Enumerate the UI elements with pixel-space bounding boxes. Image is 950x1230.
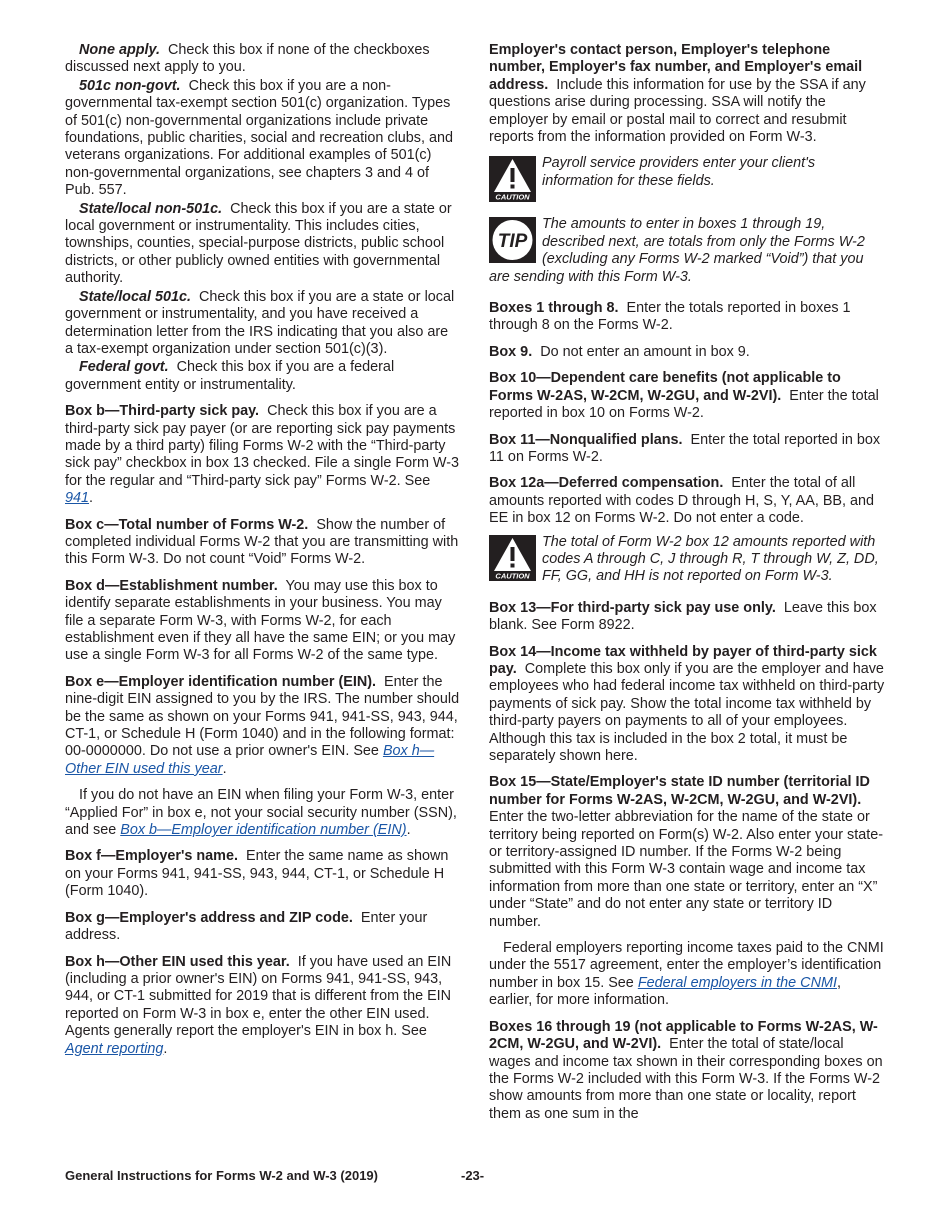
boxes-16-19-text: Enter the total of state/local wages and income tax shown in their corresponding boxes on the Forms W-2 included with this Form W-3. If the Forms W-2 show amounts from more than one state or locality, report them as one sum in the (489, 1036, 883, 1122)
501c-non-govt-heading: 501c non-govt. (79, 77, 181, 94)
box-10-heading: Box 10—Dependent care benefits (not applicable to Forms W-2AS, W-2CM, W-2GU, and W-2VI). (489, 370, 841, 404)
box-c-heading: Box c—Total number of Forms W-2. (65, 516, 309, 533)
state-local-501c-heading: State/local 501c. (79, 288, 191, 305)
paragraph-box-h: Box h—Other EIN used this year. If you have used an EIN (including a prior owner's EIN) on Forms 941, 941-SS, 943, 944, or CT-1 submitted for 2019 that is different from the EIN reported on Form W-3 in box e, enter the other EIN used. Agents generally report the employer's EIN in box h. See Agent reporting. (65, 953, 452, 1057)
link-box-b-ein[interactable]: Box b—Employer identification number (EIN) (120, 822, 407, 839)
box-b-text: Check this box if you are a third-party sick pay payer (or are reporting sick pay payments made by a third party) filing Forms W-2 with the “Third-party sick pay” checkbox in box 13 checked. File a single Form W-3 for the regular and “Third-party sick pay” Forms W-2. See (65, 403, 460, 489)
link-federal-employers-cnmi[interactable]: Federal employers in the CNMI (637, 974, 837, 991)
box-15-text: Enter the two-letter abbreviation for the name of the state or territory being reported on Form(s) W-2. Also enter your state- or territory-assigned ID number. If the Forms W-2 being submitted with this Form W-3 contain wage and income tax information from more than one state or territory, enter an “X” under “State” and do not enter any state or territory ID number. (489, 809, 884, 930)
paragraph-box-b: Box b—Third-party sick pay. Check this box if you are a third-party sick pay payer (or are reporting sick pay payments made by a third party) filing Forms W-2 with the “Third-party sick pay” checkbox in box 13 checked. File a single Form W-3 for the regular and “Third-party sick pay” Forms W-2. See 941. (65, 403, 460, 507)
box-h-heading: Box h—Other EIN used this year. (65, 953, 290, 970)
box-e-text: Enter the nine-digit EIN assigned to you by the IRS. The number should be the same as shown on your Forms 941, 941-SS, 943, 944, CT-1, or Schedule H (Form 1040) and in the following format: 00-0000000. Do not use a prior owner's EIN. See (65, 673, 460, 760)
box-g-heading: Box g—Employer's address and ZIP code. (65, 909, 353, 926)
paragraph-box-10 (489, 370, 885, 422)
paragraph-box-e-no-ein: If you do not have an EIN when filing your Form W-3, enter “Applied For” in box e, not your social security number (SSN), and see Box b—Employer identification number (EIN). (65, 787, 457, 839)
box-15-cnmi-tail: , earlier, for more information. (489, 974, 841, 1009)
box-15-cnmi-text: Federal employers reporting income taxes paid to the CNMI under the 5517 agreement, enter the employer’s identification number in box 15. See (489, 940, 884, 991)
link-941[interactable]: 941 (65, 490, 90, 507)
boxes-1-8-heading: Boxes 1 through 8. (489, 300, 619, 317)
caution-note-payroll (489, 155, 885, 202)
box-14-text: Complete this box only if you are the employer and have employees who had federal income tax withheld on third-party payments of sick pay. Show the total income tax withheld by third-party payers on payments to all of your employees. Although this tax is included in the box 2 total, it must be separately shown here. (489, 660, 885, 764)
federal-govt-heading: Federal govt. (79, 359, 169, 376)
none-apply-heading: None apply. (79, 42, 161, 58)
link-box-h[interactable]: Box h—Other EIN used this year (65, 743, 435, 777)
box-d-text: You may use this box to identify separate establishments in your business. You may file a separate Form W-3, with Forms W-2, for each establishment even if they all have the same EIN; or you may use a single Form W-3 for all Forms W-2 of the same type. (65, 577, 456, 664)
tip-label: TIP (497, 231, 528, 253)
box-f-heading: Box f—Employer's name. (65, 848, 238, 865)
box-d-heading: Box d—Establishment number. (65, 577, 278, 594)
box-12a-heading: Box 12a—Deferred compensation. (489, 475, 724, 492)
link-agent-reporting[interactable]: Agent reporting (65, 1040, 164, 1057)
paragraph-box-11 (489, 432, 885, 467)
box-13-text: Leave this box blank. See Form 8922. (489, 599, 877, 634)
box-13-heading: Box 13—For third-party sick pay use only. (489, 599, 776, 616)
box-12a-text: Enter the total of all amounts reported with codes D through H, S, Y, AA, BB, and EE in box 12 on Forms W-2. Do not enter a code. (489, 475, 875, 527)
boxes-1-8-text: Enter the totals reported in boxes 1 through 8 on the Forms W-2. (489, 300, 851, 334)
paragraph-box-g (65, 910, 460, 945)
paragraph-box-15 (489, 774, 885, 931)
box-9-heading: Box 9. (489, 343, 533, 360)
box-f-text: Enter the same name as shown on your Forms 941, 941-SS, 943, 944, CT-1, or Schedule H (Form 1040). (65, 848, 449, 900)
caution-note-box-12 (489, 534, 885, 586)
right-column (489, 42, 885, 1132)
box-9-text: Do not enter an amount in box 9. (540, 343, 750, 360)
paragraph-boxes-1-8 (489, 300, 885, 335)
paragraph-box-9 (489, 344, 885, 361)
box-14-heading: Box 14—Income tax withheld by payer of third-party sick pay. (489, 643, 877, 677)
footer-title: General Instructions for Forms W-2 and W-3 (2019) (65, 1168, 378, 1183)
caution-label: CAUTION (495, 571, 530, 581)
box-g-text: Enter your address. (65, 909, 428, 944)
paragraph-box-12a (489, 475, 885, 527)
none-apply-text: Check this box if none of the checkboxes discussed next apply to you. (65, 42, 430, 76)
box-c-text: Show the number of completed individual Forms W-2 that you are transmitting with this Form W-3. Do not count “Void” Forms W-2. (65, 516, 459, 568)
paragraph-box-f (65, 848, 460, 900)
paragraph-employer-contact (489, 42, 885, 146)
box-b-heading: Box b—Third-party sick pay. (65, 403, 260, 420)
paragraph-state-local-non-501c (65, 201, 460, 288)
paragraph-state-local-501c (65, 289, 460, 359)
paragraph-501c-non-govt (65, 78, 460, 200)
box-h-text: If you have used an EIN (including a prior owner's EIN) on Forms 941, 941-SS, 943, 944, or CT-1 submitted for 2019 that is different from the EIN reported on Form W-3 in box e, enter the other EIN used. Agents generally report the employer's EIN in box h. See (65, 953, 452, 1040)
state-local-501c-text: Check this box if you are a state or local government or instrumentality, and you have received a determination letter from the IRS indicating that you also are a tax-exempt organization under section 501(c)(3). (65, 288, 455, 357)
caution-label: CAUTION (495, 192, 530, 202)
state-local-non-501c-heading: State/local non-501c. (79, 200, 223, 217)
caution-icon (489, 156, 536, 202)
federal-govt-text: Check this box if you are a federal government entity or instrumentality. (65, 359, 395, 393)
paragraph-boxes-16-19 (489, 1019, 885, 1123)
caution-payroll-text: Payroll service providers enter your client's information for these fields. (542, 155, 816, 189)
paragraph-federal-govt (65, 359, 460, 394)
caution-box-12-text: The total of Form W-2 box 12 amounts reported with codes A through C, J through R, T through W, Z, DD, FF, GG, and HH is not reported on Form W-3. (542, 533, 879, 585)
left-column (65, 42, 460, 1067)
employer-contact-text: Include this information for use by the SSA if any questions arise during processing. SSA will notify the employer by email or postal mail to correct and resubmit reports from the information provided on Form W-3. (489, 76, 866, 146)
paragraph-box-c (65, 517, 460, 569)
paragraph-box-15-cnmi (489, 940, 885, 1010)
box-11-text: Enter the total reported in box 11 on Forms W-2. (489, 431, 881, 465)
box-e-heading: Box e—Employer identification number (EIN). (65, 673, 377, 690)
page-number: -23- (461, 1168, 485, 1183)
paragraph-box-d (65, 578, 460, 665)
tip-text: The amounts to enter in boxes 1 through 19, described next, are totals from only the Forms W-2 (excluding any Forms W-2 marked “Void”) that you are sending with this Form W-3. (489, 216, 865, 285)
box-15-heading: Box 15—State/Employer's state ID number (territorial ID number for Forms W-2AS, W-2CM, W-2GU, and W-2VI). (489, 774, 870, 808)
tip-note (489, 216, 885, 286)
state-local-non-501c-text: Check this box if you are a state or local government or instrumentality. This includes cities, townships, counties, special-purpose districts, public school districts, or other publicly owned entities with governmental authority. (65, 200, 452, 287)
box-10-text: Enter the total reported in box 10 on Forms W-2. (489, 387, 879, 422)
paragraph-none-apply (65, 42, 460, 77)
employer-contact-heading: Employer's contact person, Employer's telephone number, Employer's fax number, and Employer's email address. (489, 42, 863, 93)
box-11-heading: Box 11—Nonqualified plans. (489, 431, 683, 448)
boxes-16-19-heading: Boxes 16 through 19 (not applicable to Forms W-2AS, W-2CM, W-2GU, and W-2VI). (489, 1018, 878, 1053)
paragraph-box-14 (489, 644, 885, 766)
tip-icon (489, 217, 536, 263)
paragraph-box-e: Box e—Employer identification number (EIN). Enter the nine-digit EIN assigned to you by the IRS. The number should be the same as shown on your Forms 941, 941-SS, 943, 944, CT-1, or Schedule H (Form 1040) and in the following format: 00-0000000. Do not use a prior owner's EIN. See Box h—Other EIN used this year. (65, 673, 460, 777)
box-e-no-ein-text: If you do not have an EIN when filing your Form W-3, enter “Applied For” in box e, not your social security number (SSN), and see (65, 787, 457, 839)
caution-icon (489, 535, 536, 581)
paragraph-box-13 (489, 600, 885, 635)
501c-non-govt-text: Check this box if you are a non-governmental tax-exempt section 501(c) organization. Types of 501(c) non-governmental organizations include private foundations, public charities, social and recreation clubs, and veterans organizations. For additional examples of 501(c) non-governmental organizations, see chapters 3 and 4 of Pub. 557. (65, 77, 453, 199)
